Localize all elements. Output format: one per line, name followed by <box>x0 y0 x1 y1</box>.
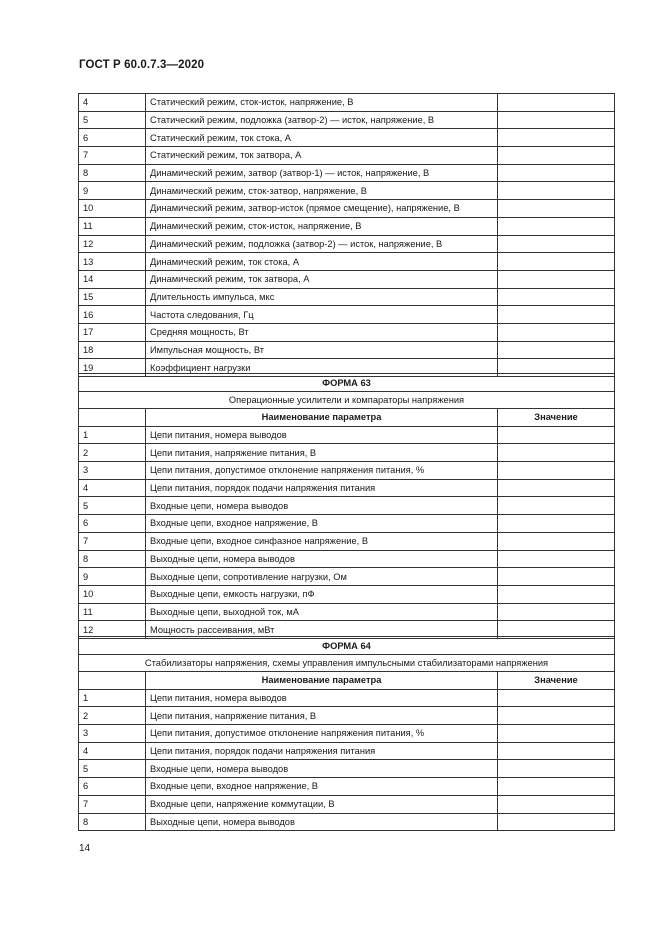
table-row <box>79 707 615 725</box>
parameter-name: Динамический режим, ток затвора, А <box>146 270 498 288</box>
form-title-row <box>79 637 615 655</box>
row-number: 17 <box>79 323 146 341</box>
parameter-value <box>498 253 615 271</box>
parameter-name: Цепи питания, допустимое отклонение напряжения питания, % <box>146 462 498 480</box>
row-number: 14 <box>79 270 146 288</box>
parameter-name: Цепи питания, напряжение питания, В <box>146 444 498 462</box>
table-row <box>79 235 615 253</box>
form-subtitle: Стабилизаторы напряжения, схемы управления импульсными стабилизаторами напряжения <box>79 655 615 672</box>
row-number: 3 <box>79 462 146 480</box>
parameter-name: Динамический режим, сток-исток, напряжение, В <box>146 217 498 235</box>
row-number: 6 <box>79 778 146 796</box>
table-row <box>79 94 615 112</box>
row-number: 9 <box>79 182 146 200</box>
row-number: 18 <box>79 341 146 359</box>
row-number: 8 <box>79 164 146 182</box>
row-number: 19 <box>79 359 146 377</box>
parameter-value <box>498 147 615 165</box>
table-row <box>79 725 615 743</box>
table-row <box>79 129 615 147</box>
parameter-name: Выходные цепи, выходной ток, мА <box>146 603 498 621</box>
row-number: 7 <box>79 147 146 165</box>
row-number: 10 <box>79 585 146 603</box>
form-subtitle-row <box>79 655 615 672</box>
parameter-name: Цепи питания, порядок подачи напряжения питания <box>146 479 498 497</box>
row-number: 1 <box>79 689 146 707</box>
row-number: 4 <box>79 94 146 112</box>
parameter-name: Входные цепи, напряжение коммутации, В <box>146 795 498 813</box>
parameter-value <box>498 813 615 831</box>
table-row <box>79 288 615 306</box>
table-row <box>79 760 615 778</box>
parameter-value <box>498 515 615 533</box>
parameter-value <box>498 235 615 253</box>
parameter-name: Мощность рассеивания, мВт <box>146 621 498 639</box>
table-row <box>79 813 615 831</box>
parameter-name: Входные цепи, входное напряжение, В <box>146 515 498 533</box>
parameter-value <box>498 550 615 568</box>
parameter-name: Входные цепи, входное напряжение, В <box>146 778 498 796</box>
parameter-value <box>498 94 615 112</box>
parameter-value <box>498 795 615 813</box>
parameter-name: Статический режим, подложка (затвор-2) — исток, напряжение, В <box>146 111 498 129</box>
parameters-table-continued <box>78 93 615 377</box>
row-number: 8 <box>79 813 146 831</box>
row-number: 5 <box>79 760 146 778</box>
row-number: 2 <box>79 444 146 462</box>
row-number: 11 <box>79 603 146 621</box>
parameter-value <box>498 164 615 182</box>
table-row <box>79 253 615 271</box>
parameter-value <box>498 689 615 707</box>
parameter-value <box>498 323 615 341</box>
row-number: 12 <box>79 621 146 639</box>
parameter-name: Выходные цепи, сопротивление нагрузки, Ом <box>146 568 498 586</box>
form-subtitle-row <box>79 392 615 409</box>
row-number: 9 <box>79 568 146 586</box>
table-row <box>79 164 615 182</box>
parameter-value <box>498 532 615 550</box>
row-number: 7 <box>79 795 146 813</box>
parameter-name: Динамический режим, затвор (затвор-1) — исток, напряжение, В <box>146 164 498 182</box>
parameter-name: Цепи питания, допустимое отклонение напряжения питания, % <box>146 725 498 743</box>
form-title-row <box>79 374 615 392</box>
form-63-table <box>78 373 615 639</box>
table-row <box>79 603 615 621</box>
parameter-name: Динамический режим, затвор-исток (прямое смещение), напряжение, В <box>146 200 498 218</box>
form-title: ФОРМА 64 <box>79 637 615 655</box>
table-row <box>79 515 615 533</box>
parameter-name: Цепи питания, номера выводов <box>146 426 498 444</box>
table-row <box>79 479 615 497</box>
column-header-number <box>79 409 146 427</box>
form-64-table <box>78 636 615 831</box>
table-row <box>79 217 615 235</box>
row-number: 7 <box>79 532 146 550</box>
parameter-name: Цепи питания, номера выводов <box>146 689 498 707</box>
table-row <box>79 306 615 324</box>
table-row <box>79 795 615 813</box>
table-row <box>79 200 615 218</box>
parameter-value <box>498 707 615 725</box>
parameter-name: Выходные цепи, номера выводов <box>146 550 498 568</box>
row-number: 4 <box>79 479 146 497</box>
table-row <box>79 550 615 568</box>
row-number: 4 <box>79 742 146 760</box>
table-row <box>79 689 615 707</box>
column-header-number <box>79 672 146 690</box>
parameter-name: Динамический режим, подложка (затвор-2) — исток, напряжение, В <box>146 235 498 253</box>
parameter-value <box>498 778 615 796</box>
parameter-value <box>498 462 615 480</box>
column-header-parameter: Наименование параметра <box>146 672 498 690</box>
parameter-value <box>498 585 615 603</box>
column-header-value: Значение <box>498 409 615 427</box>
row-number: 5 <box>79 111 146 129</box>
parameter-value <box>498 497 615 515</box>
table-row <box>79 778 615 796</box>
parameter-name: Импульсная мощность, Вт <box>146 341 498 359</box>
table-row <box>79 462 615 480</box>
row-number: 10 <box>79 200 146 218</box>
table-row <box>79 182 615 200</box>
table-row <box>79 341 615 359</box>
row-number: 6 <box>79 515 146 533</box>
parameter-value <box>498 129 615 147</box>
column-header-value: Значение <box>498 672 615 690</box>
parameter-name: Цепи питания, порядок подачи напряжения питания <box>146 742 498 760</box>
parameter-name: Выходные цепи, номера выводов <box>146 813 498 831</box>
parameter-value <box>498 182 615 200</box>
parameter-name: Статический режим, сток-исток, напряжение, В <box>146 94 498 112</box>
row-number: 13 <box>79 253 146 271</box>
parameter-name: Входные цепи, номера выводов <box>146 760 498 778</box>
parameter-value <box>498 725 615 743</box>
parameter-value <box>498 760 615 778</box>
document-header: ГОСТ Р 60.0.7.3—2020 <box>79 59 205 71</box>
table-row <box>79 497 615 515</box>
column-header-parameter: Наименование параметра <box>146 409 498 427</box>
table-row <box>79 426 615 444</box>
parameter-name: Цепи питания, напряжение питания, В <box>146 707 498 725</box>
parameter-value <box>498 306 615 324</box>
parameter-name: Статический режим, ток стока, А <box>146 129 498 147</box>
table-row <box>79 568 615 586</box>
parameter-value <box>498 288 615 306</box>
row-number: 16 <box>79 306 146 324</box>
parameter-name: Динамический режим, ток стока, А <box>146 253 498 271</box>
parameter-value <box>498 217 615 235</box>
table-row <box>79 111 615 129</box>
row-number: 12 <box>79 235 146 253</box>
table-row <box>79 323 615 341</box>
parameter-value <box>498 444 615 462</box>
row-number: 11 <box>79 217 146 235</box>
table-body <box>79 94 615 377</box>
parameter-name: Средняя мощность, Вт <box>146 323 498 341</box>
parameter-value <box>498 270 615 288</box>
row-number: 2 <box>79 707 146 725</box>
parameter-value <box>498 742 615 760</box>
parameter-value <box>498 200 615 218</box>
row-number: 1 <box>79 426 146 444</box>
table-body <box>79 374 615 639</box>
parameter-name: Частота следования, Гц <box>146 306 498 324</box>
row-number: 5 <box>79 497 146 515</box>
parameter-name: Коэффициент нагрузки <box>146 359 498 377</box>
table-row <box>79 444 615 462</box>
table-body <box>79 637 615 831</box>
table-row <box>79 585 615 603</box>
table-row <box>79 147 615 165</box>
parameter-name: Выходные цепи, емкость нагрузки, пФ <box>146 585 498 603</box>
parameter-name: Динамический режим, сток-затвор, напряжение, В <box>146 182 498 200</box>
parameter-name: Входные цепи, входное синфазное напряжение, В <box>146 532 498 550</box>
table-row <box>79 532 615 550</box>
column-header-row <box>79 409 615 427</box>
parameter-name: Входные цепи, номера выводов <box>146 497 498 515</box>
parameter-name: Длительность импульса, мкс <box>146 288 498 306</box>
parameter-value <box>498 426 615 444</box>
parameter-name: Статический режим, ток затвора, А <box>146 147 498 165</box>
parameter-value <box>498 568 615 586</box>
parameter-value <box>498 479 615 497</box>
column-header-row <box>79 672 615 690</box>
parameter-value <box>498 111 615 129</box>
row-number: 3 <box>79 725 146 743</box>
form-title: ФОРМА 63 <box>79 374 615 392</box>
parameter-value <box>498 341 615 359</box>
row-number: 6 <box>79 129 146 147</box>
row-number: 8 <box>79 550 146 568</box>
row-number: 15 <box>79 288 146 306</box>
table-row <box>79 270 615 288</box>
page-number: 14 <box>79 843 91 854</box>
form-subtitle: Операционные усилители и компараторы напряжения <box>79 392 615 409</box>
table-row <box>79 742 615 760</box>
parameter-value <box>498 603 615 621</box>
